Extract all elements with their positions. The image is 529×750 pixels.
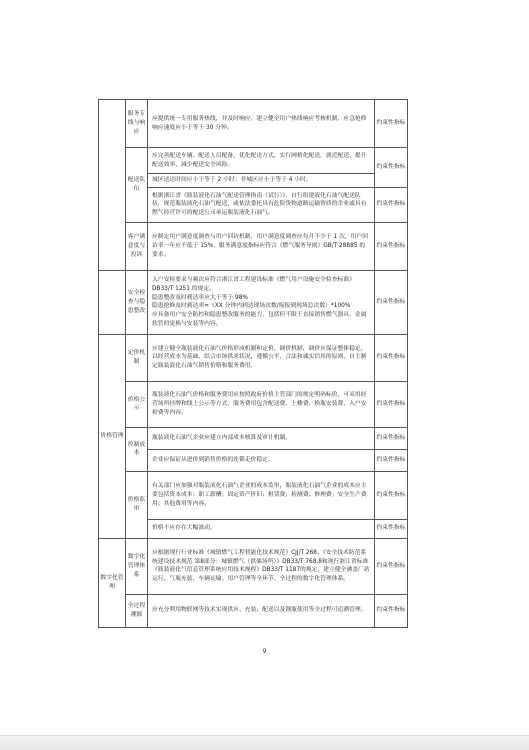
table-row xyxy=(99,222,408,270)
item-cell: 定价机制 xyxy=(126,334,148,381)
item-cell: 价格监审 xyxy=(126,471,148,538)
group-cell-safety xyxy=(99,270,126,334)
standards-table xyxy=(98,99,408,628)
content-cell: 应提供统一专用服务热线，并及时响应，建立健全用户热线响应考核机制，应急抢修响应速度应小于等于 30 分钟。 xyxy=(148,100,375,148)
content-cell: 应充分利用物联网等技术实现供应、充装、配送以及钢瓶使用等全过程可追溯管理。 xyxy=(148,594,375,627)
content-cell: 瓶装液化石油气企业应建立内部成本核算及审计机制。 xyxy=(148,427,375,449)
table-row xyxy=(99,381,408,427)
content-cell: 瓶装液化石油气价格和服务费用应按照政府价格主管部门的规定明码标价，可采用经营场所挂牌和线上公示等方式，服务费用包含配送费、上楼费、换瓶安装费、入户安检费等内容。 xyxy=(148,381,375,427)
viewer-bottom-edge xyxy=(0,735,529,750)
type-cell: 约束性指标 xyxy=(375,519,408,538)
table-row xyxy=(99,471,408,519)
content-cell: 应完善配送车辆、配送人员配备，优化配送方式，实行网格化配送，就近配送，提升配送效率，减少配送安全风险。 xyxy=(148,148,375,174)
table-row xyxy=(99,100,408,148)
type-cell: 约束性指标 xyxy=(375,538,408,594)
content-cell: 根据浙江省《瓶装液化石油气配送管理指南（试行）》，自行组建液化石油气配送队伍，规范瓶装液化石油气配送，或依法委托具有危险货物道路运输资质的企业或具有燃气经营许可的配送公司承运瓶装液化石油气。 xyxy=(148,187,375,222)
content-line: 隐患抢修及时到达率=（XX 分钟内到达现场次数/接报到现场总次数）*100% xyxy=(152,303,351,310)
type-cell: 约束性指标 xyxy=(375,148,408,188)
type-cell: 约束性指标 xyxy=(375,270,408,334)
type-cell: 约束性指标 xyxy=(375,594,408,627)
item-cell: 服务专线与响应 xyxy=(126,100,148,148)
content-line: 入户安检要求与频次应符合浙江省工程建设标准《燃气用户设施安全检查标准》DB33/T 1251 的规定。 xyxy=(152,276,355,292)
type-cell: 约束性指标 xyxy=(375,222,408,270)
content-line: 应具备用户安全防控和隐患整改服务的能力，包括但不限于直接销售燃气器具、金属软管的更换与安装等内容。 xyxy=(152,312,367,327)
item-cell: 全过程溯源 xyxy=(126,594,148,627)
type-cell: 约束性指标 xyxy=(375,381,408,427)
table-row xyxy=(99,334,408,381)
item-cell: 数字化管理体系 xyxy=(126,538,148,594)
type-cell: 约束性指标 xyxy=(375,100,408,148)
table-row xyxy=(99,148,408,174)
table-row xyxy=(99,427,408,449)
content-cell: 应制定用户满意度调查与用户回访机制，用户满意度调查应每月不少于 1 次，用户回访率一年应不低于 15%，服务满意度指标应符合《燃气服务导则》GB/T 28885 的要求。 xyxy=(148,222,375,270)
item-cell: 客户满意度与投诉 xyxy=(126,222,148,270)
type-cell: 约束性指标 xyxy=(375,449,408,471)
content-line: 隐患整改及时到达率应大于等于 98% xyxy=(152,294,248,301)
item-cell: 价格公示 xyxy=(126,381,148,427)
group-cell-service xyxy=(99,100,126,271)
table-row xyxy=(99,594,408,627)
type-cell: 约束性指标 xyxy=(375,471,408,519)
type-cell: 约束性指标 xyxy=(375,187,408,222)
content-cell: 企业应保证从进价到销售价格的连锁走价稳定。 xyxy=(148,449,375,471)
content-cell: 城区送达时间应小于等于 2 小时；非城区应小于等于 4 小时。 xyxy=(148,174,375,188)
content-cell: 应建立健全瓶装液化石油气价格形成机制和定价、调价机制，调价应保证整体稳定，以经营成本为基础，结合市场供求状况，遵循公平、合法和诚实信用的原则，自主制定瓶装液化石油气销售价格和服务费用。 xyxy=(148,334,375,381)
item-cell: 控制成本 xyxy=(126,427,148,471)
type-cell: 约束性指标 xyxy=(375,334,408,381)
content-cell: 有关部门应加强对瓶装液化石油气企业的成本监审，瓶装液化石油气企业的成本应主要包括资本成本：职工薪酬；固定资产折旧；租赁费；检测费；修理费；安全生产费用；其他费用等内容。 xyxy=(148,471,375,519)
table-row xyxy=(99,270,408,334)
type-cell: 约束性指标 xyxy=(375,427,408,449)
group-cell-price: 价格管理 xyxy=(99,334,126,538)
item-cell: 安全检查与隐患整改 xyxy=(126,270,148,334)
content-cell: 价格不应存在大幅波动。 xyxy=(148,519,375,538)
content-cell xyxy=(148,270,375,334)
group-cell-digital: 数字化管理 xyxy=(99,538,126,627)
page-number: 9 xyxy=(262,648,267,655)
table-row xyxy=(99,538,408,594)
content-cell: 应根据现行行业标准《城镇燃气工程智能化技术规范》CJJ/T 268、《安全技术防范系统建设技术规范 第8部分：城镇燃气（供储场所）》DB33/T 768.8和现行浙江省标准《瓶装液化气信息管理系统应用技术规程》DB33/T 1187的规定，建立健全涵盖厂站运行、气瓶充装、车辆运输、用户管理等全环节、全过程的数字化管理体系。 xyxy=(148,538,375,594)
item-cell: 配送队伍 xyxy=(126,148,148,223)
